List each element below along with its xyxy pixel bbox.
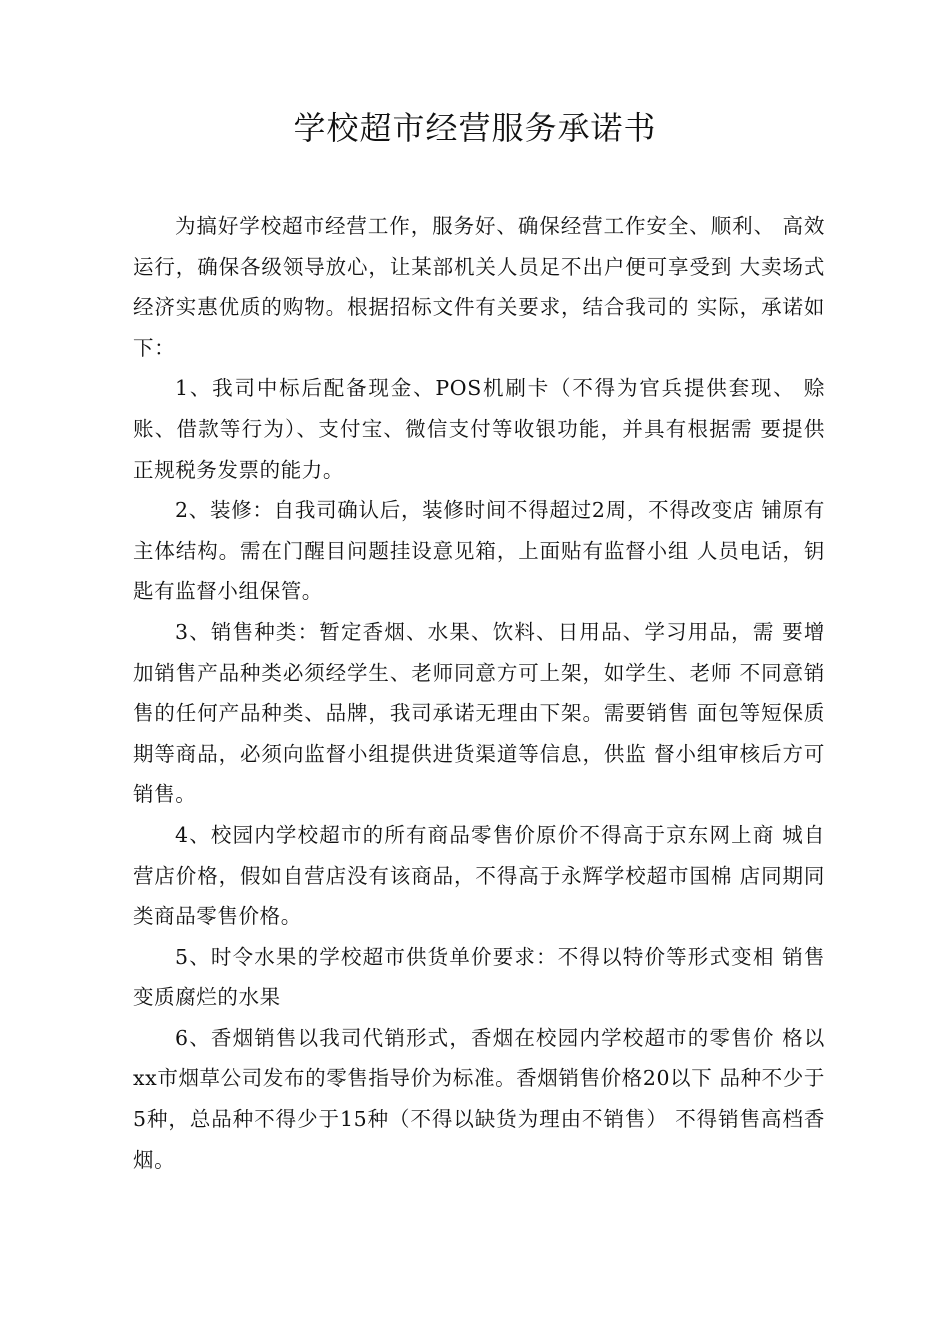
paragraph-item-6: 6、香烟销售以我司代销形式，香烟在校园内学校超市的零售价 格以xx市烟草公司发布的零售指导价为标准。香烟销售价格20以下 品种不少于5种，总品种不得少于15种（不得以缺货为理由不销售） 不得销售高档香烟。 bbox=[133, 1025, 825, 1172]
paragraph-item-3: 3、销售种类：暂定香烟、水果、饮料、日用品、学习用品，需 要增加销售产品种类必须经学生、老师同意方可上架，如学生、老师 不同意销售的任何产品种类、品牌，我司承诺无理由下架。需要销售 面包等短保质期等商品，必须向监督小组提供进货渠道等信息，供监 督小组审核后方可销售。 bbox=[133, 619, 825, 807]
paragraph-intro: 为搞好学校超市经营工作，服务好、确保经营工作安全、顺利、 高效运行，确保各级领导放心，让某部机关人员足不出户便可享受到 大卖场式经济实惠优质的购物。根据招标文件有关要求，结合我司的 实际，承诺如下： bbox=[133, 214, 825, 360]
paragraph-item-1: 1、我司中标后配备现金、POS机刷卡（不得为官兵提供套现、 赊账、借款等行为）、支付宝、微信支付等收银功能，并具有根据需 要提供正规税务发票的能力。 bbox=[133, 376, 825, 482]
paragraph-item-2: 2、装修：自我司确认后，装修时间不得超过2周，不得改变店 铺原有主体结构。需在门醒目问题挂设意见箱，上面贴有监督小组 人员电话，钥匙有监督小组保管。 bbox=[133, 498, 825, 604]
paragraph-item-4: 4、校园内学校超市的所有商品零售价原价不得高于京东网上商 城自营店价格，假如自营店没有该商品，不得高于永辉学校超市国棉 店同期同类商品零售价格。 bbox=[133, 822, 825, 929]
document-body bbox=[133, 206, 825, 1180]
document-title: 学校超市经营服务承诺书 bbox=[293, 109, 657, 147]
paragraph-item-5: 5、时令水果的学校超市供货单价要求：不得以特价等形式变相 销售变质腐烂的水果 bbox=[133, 944, 825, 1010]
